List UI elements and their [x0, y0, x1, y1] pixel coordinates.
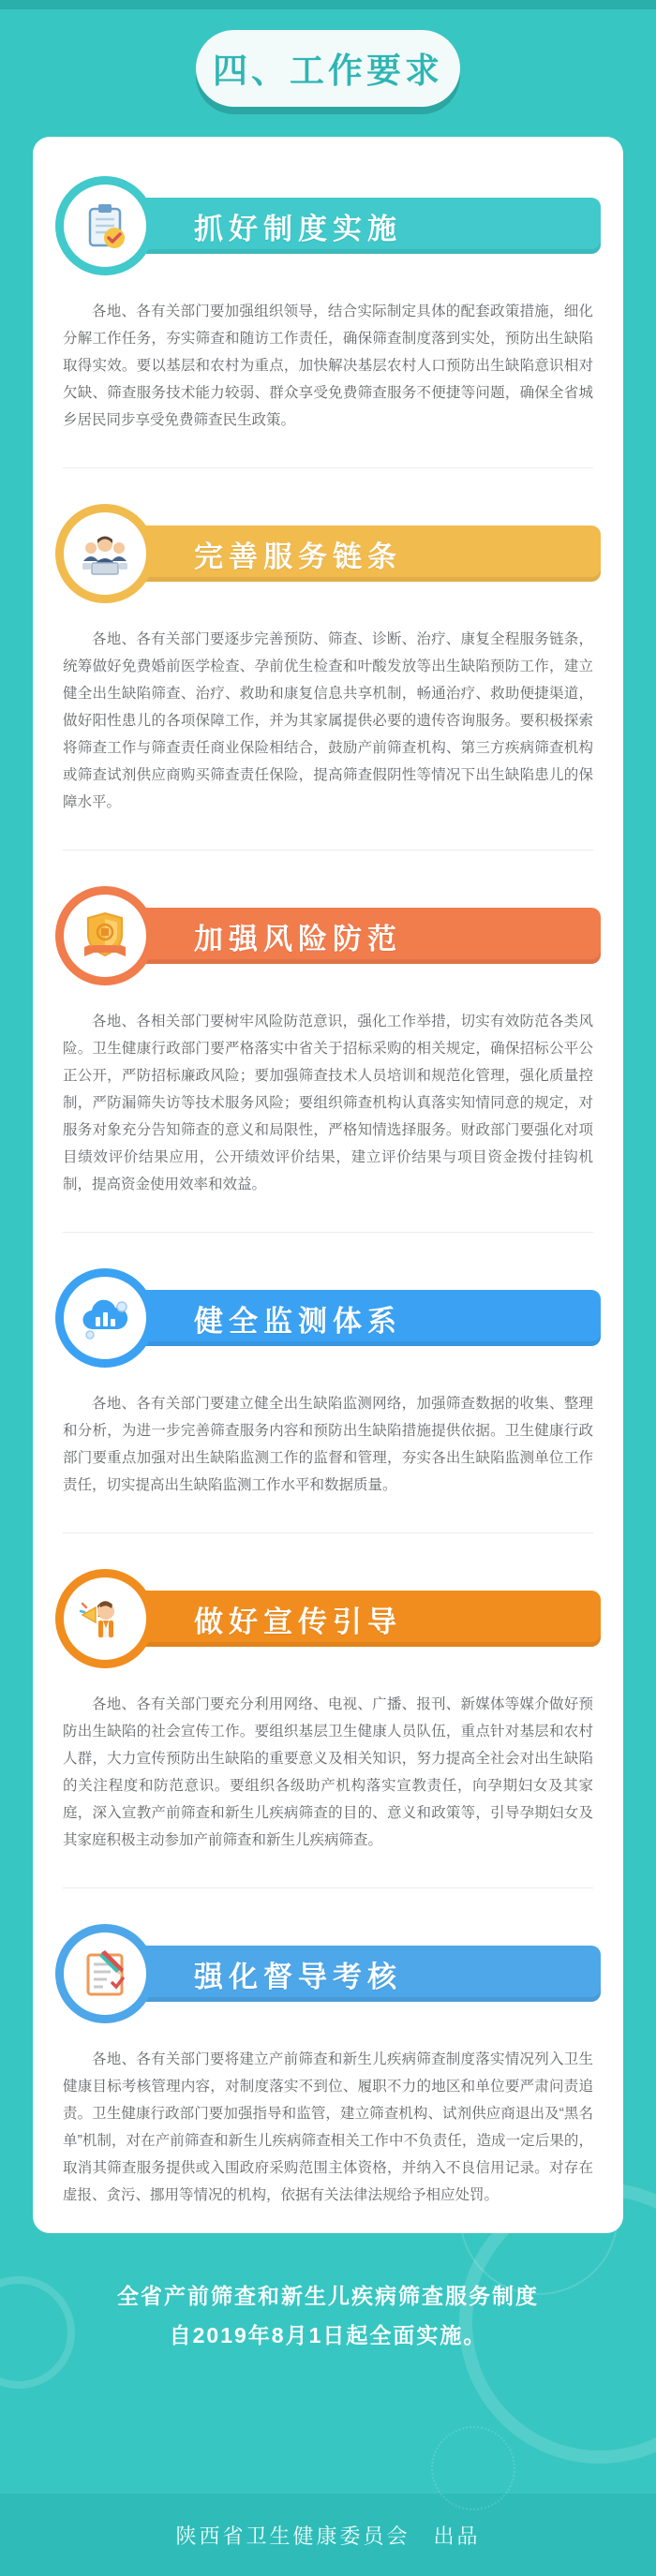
section-risk-prevention [55, 884, 601, 1198]
section-header [55, 174, 601, 277]
section-title-banner [104, 1290, 601, 1346]
implementation-notice [0, 2276, 656, 2355]
checklist-pencil-icon [55, 1924, 155, 2023]
icon-background [64, 895, 146, 977]
section-divider [63, 1232, 593, 1233]
section-header [55, 1567, 601, 1670]
section-divider [63, 467, 593, 468]
section-title-banner [104, 1591, 601, 1647]
notice-line-2: 自2019年8月1日起全面实施。 [169, 2323, 487, 2347]
section-body: 各地、各有关部门要充分利用网络、电视、广播、报刊、新媒体等媒介做好预防出生缺陷的社会宣传工作。要组织基层卫生健康人员队伍，重点针对基层和农村人群，大力宣传预防出生缺陷的重要意义及相关知识，努力提高全社会对出生缺陷的关注程度和防范意识。要组织各级助产机构落实宣教责任，向孕期妇女及其家庭，深入宣教产前筛查和新生儿疾病筛查的目的、意义和政策等，引导孕期妇女及其家庭积极主动参加产前筛查和新生儿疾病筛查。 [63, 1696, 593, 1848]
notice-line-1: 全省产前筛查和新生儿疾病筛查服务制度 [117, 2284, 539, 2308]
section-title-banner [104, 908, 601, 964]
publisher-band [0, 2494, 656, 2576]
icon-background [64, 185, 146, 267]
service-team-icon [55, 504, 155, 603]
page-title: 四、工作要求 [213, 52, 443, 90]
section-title: 健全监测体系 [194, 1304, 402, 1338]
top-accent-strip [0, 0, 656, 9]
clipboard-check-icon [55, 176, 155, 275]
announcer-megaphone-icon [55, 1569, 155, 1668]
content-card [33, 137, 623, 2233]
icon-background [64, 1277, 146, 1359]
decorative-ring [431, 2426, 515, 2510]
shield-badge-icon [55, 886, 155, 985]
icon-background [64, 1577, 146, 1660]
section-header [55, 1266, 601, 1369]
section-header [55, 1922, 601, 2025]
section-body: 各地、各有关部门要将建立产前筛查和新生儿疾病筛查制度落实情况列入卫生健康目标考核管理内容，对制度落实不到位、履职不力的地区和单位要严肃问责追责。卫生健康行政部门要加强指导和监管，建立筛查机构、试剂供应商退出及“黑名单”机制，对在产前筛查和新生儿疾病筛查相关工作中不负责任，造成一定后果的，取消其筛查服务提供或入围政府采购范围主体资格，并纳入不良信用记录。对存在虚报、贪污、挪用等情况的机构，依据有关法律法规给予相应处罚。 [63, 2051, 593, 2203]
section-title-banner [104, 1946, 601, 2002]
section-body: 各地、各有关部门要逐步完善预防、筛查、诊断、治疗、康复全程服务链条，统筹做好免费婚前医学检查、孕前优生检查和叶酸发放等出生缺陷预防工作，建立健全出生缺陷筛查、治疗、救助和康复信息共享机制，畅通治疗、救助便捷渠道，做好阳性患儿的各项保障工作，并为其家属提供必要的遗传咨询服务。要积极探索将筛查工作与筛查责任商业保险相结合，鼓励产前筛查机构、第三方疾病筛查机构或筛查试剂供应商购买筛查责任保险，提高筛查假阴性等情况下出生缺陷患儿的保障水平。 [63, 631, 593, 810]
section-monitoring-system [55, 1266, 601, 1499]
section-body: 各地、各有关部门要建立健全出生缺陷监测网络，加强筛查数据的收集、整理和分析，为进一步完善筛查服务内容和预防出生缺陷措施提供依据。卫生健康行政部门要重点加强对出生缺陷监测工作的监督和管理，夯实各出生缺陷监测单位工作责任，切实提高出生缺陷监测工作水平和数据质量。 [63, 1396, 593, 1493]
publisher-credit: 陕西省卫生健康委员会 出品 [175, 2524, 481, 2548]
section-title: 加强风险防范 [194, 922, 402, 955]
section-title-banner [104, 526, 601, 582]
section-body: 各地、各相关部门要树牢风险防范意识，强化工作举措，切实有效防范各类风险。卫生健康行政部门要严格落实中省关于招标采购的相关规定，确保招标公平公正公开，严防招标廉政风险；要加强筛查技术人员培训和规范化管理，强化质量控制，严防漏筛失访等技术服务风险；要组织筛查机构认真落实知情同意的规定，对服务对象充分告知筛查的意义和局限性，严格知情选择服务。财政部门要强化对项目绩效评价结果应用，公开绩效评价结果，建立评价结果与项目资金拨付挂钩机制，提高资金使用效率和效益。 [63, 1014, 593, 1192]
section-header [55, 502, 601, 605]
icon-background [64, 512, 146, 595]
section-header [55, 884, 601, 987]
section-supervision-assessment [55, 1922, 601, 2209]
section-divider [63, 850, 593, 851]
section-title: 抓好制度实施 [194, 212, 402, 245]
section-title: 完善服务链条 [194, 540, 402, 573]
cloud-chart-icon [55, 1268, 155, 1368]
section-title: 强化督导考核 [194, 1960, 402, 1993]
section-title-banner [104, 198, 601, 254]
section-body: 各地、各有关部门要加强组织领导，结合实际制定具体的配套政策措施，细化分解工作任务，夯实筛查和随访工作责任，确保筛查制度落到实处，预防出生缺陷取得实效。要以基层和农村为重点，加快解决基层农村人口预防出生缺陷意识相对欠缺、筛查服务技术能力较弱、群众享受免费筛查服务不便捷等问题，确保全省城乡居民同步享受免费筛查民生政策。 [63, 303, 593, 428]
section-divider [63, 1532, 593, 1533]
page-title-pill [196, 30, 460, 107]
icon-background [64, 1932, 146, 2015]
section-institution [55, 174, 601, 434]
section-service-chain [55, 502, 601, 816]
section-title: 做好宣传引导 [194, 1605, 402, 1638]
section-publicity-guidance [55, 1567, 601, 1854]
